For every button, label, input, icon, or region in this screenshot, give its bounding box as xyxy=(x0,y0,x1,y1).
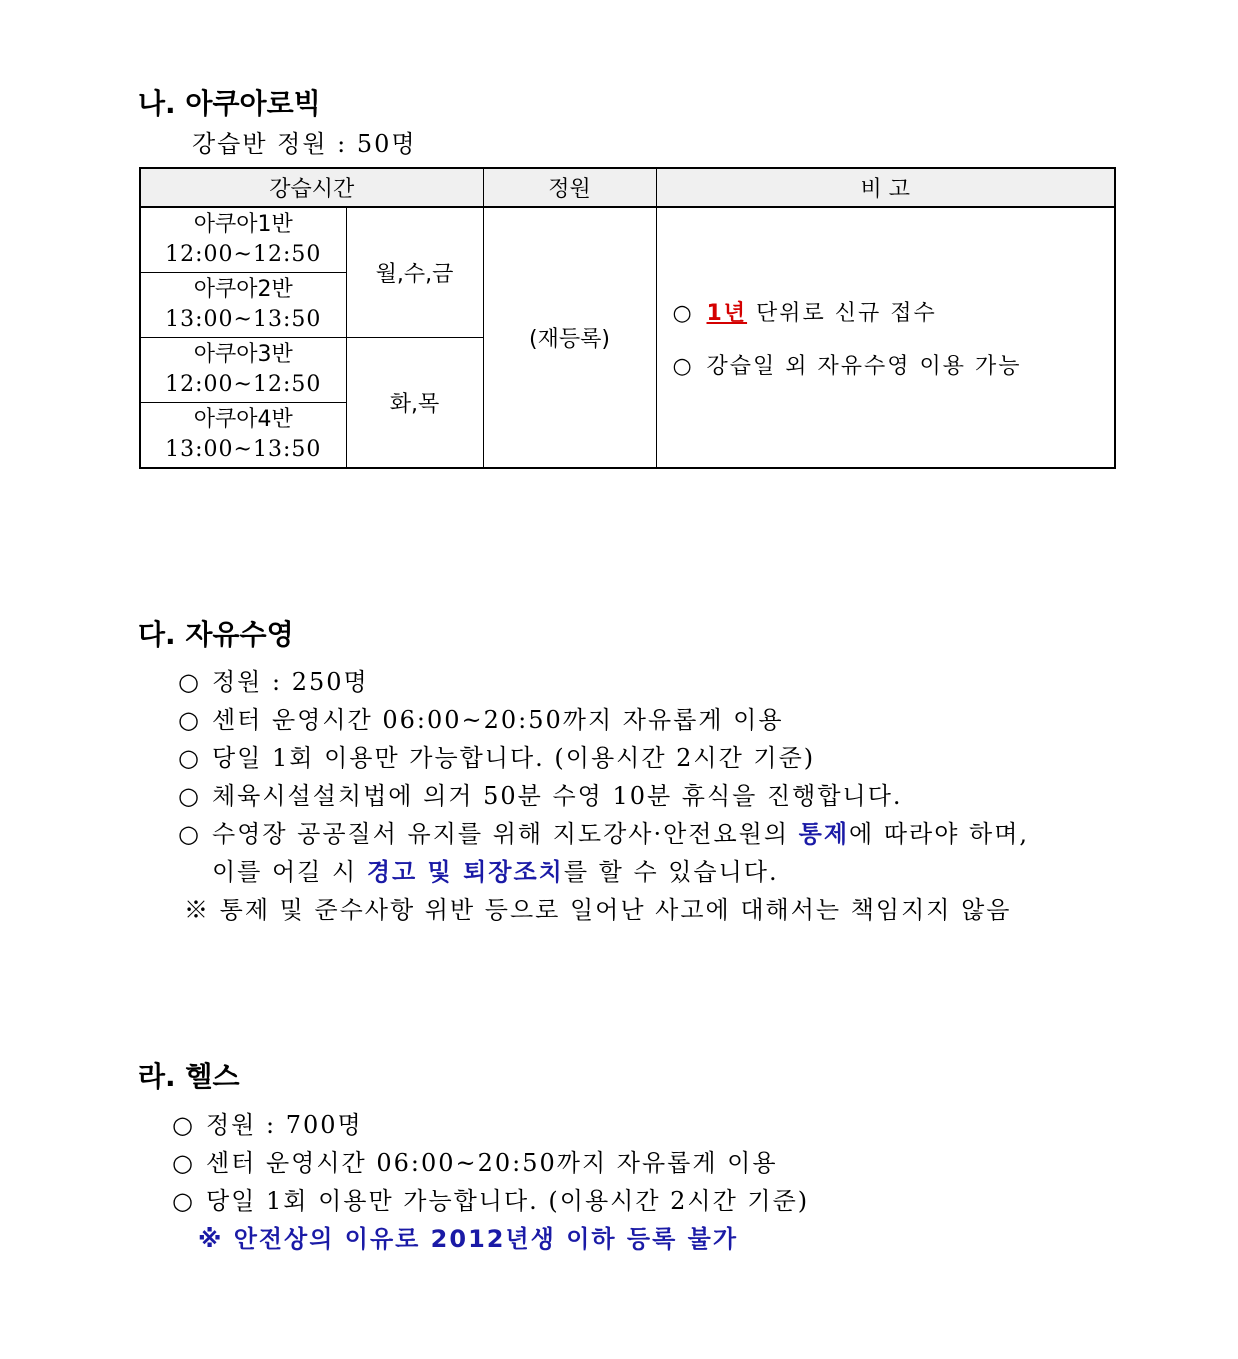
bullet-icon: ○ xyxy=(178,782,201,810)
list-item-text: 정원 : 250명 xyxy=(212,668,369,696)
note-highlight: 1년 xyxy=(706,300,748,326)
list-item-text: 수영장 공공질서 유지를 위해 지도강사·안전요원의 xyxy=(212,820,799,848)
list-item-continuation xyxy=(212,852,779,887)
list-item-text: 체육시설설치법에 의거 50분 수영 10분 휴식을 진행합니다. xyxy=(212,782,903,810)
class-time: 13:00~13:50 xyxy=(165,437,322,462)
bullet-icon: ○ xyxy=(672,353,694,379)
class-time: 13:00~13:50 xyxy=(165,307,322,332)
note-text: 단위로 신규 접수 xyxy=(747,300,937,326)
bullet-icon: ○ xyxy=(178,668,201,696)
section-heading-free-swim: 다. 자유수영 xyxy=(138,618,294,651)
header-note: 비 고 xyxy=(656,168,1115,207)
emphasis-text: 경고 및 퇴장조치 xyxy=(366,858,564,886)
table-row xyxy=(140,207,1115,273)
list-item xyxy=(172,1105,363,1140)
list-item-text: 당일 1회 이용만 가능합니다. (이용시간 2시간 기준) xyxy=(206,1187,810,1215)
bullet-icon: ○ xyxy=(172,1149,195,1177)
bullet-icon: ○ xyxy=(178,744,201,772)
class-cell xyxy=(140,403,346,469)
bullet-icon: ○ xyxy=(172,1111,195,1139)
class-name: 아쿠아2반 xyxy=(193,277,293,302)
list-item-text: 이를 어길 시 xyxy=(212,858,367,886)
list-item xyxy=(178,738,815,773)
list-item xyxy=(178,662,369,697)
list-item xyxy=(172,1143,778,1178)
aqua-schedule-table xyxy=(139,167,1116,469)
list-item-text: 당일 1회 이용만 가능합니다. (이용시간 2시간 기준) xyxy=(212,744,816,772)
table-header-row xyxy=(140,168,1115,207)
section-heading-health: 라. 헬스 xyxy=(138,1060,240,1093)
note-line-2 xyxy=(673,349,1115,380)
bullet-icon: ○ xyxy=(672,300,694,326)
class-cell xyxy=(140,273,346,338)
days-cell: 월,수,금 xyxy=(346,207,483,338)
class-cell xyxy=(140,338,346,403)
class-time: 12:00~12:50 xyxy=(165,372,322,397)
disclaimer-note: ※ 통제 및 준수사항 위반 등으로 일어난 사고에 대해서는 책임지지 않음 xyxy=(184,896,1012,924)
list-item xyxy=(178,700,784,735)
days-cell: 화,목 xyxy=(346,338,483,469)
list-item-text: 정원 : 700명 xyxy=(206,1111,363,1139)
note-cell xyxy=(656,207,1115,468)
capacity-cell: (재등록) xyxy=(483,207,656,468)
note-line-1 xyxy=(673,296,1115,327)
bullet-icon: ○ xyxy=(172,1187,195,1215)
list-item-text: 를 할 수 있습니다. xyxy=(563,858,779,886)
emphasis-text: 통제 xyxy=(798,820,850,848)
age-restriction-note: ※ 안전상의 이유로 2012년생 이하 등록 불가 xyxy=(198,1225,739,1253)
class-name: 아쿠아3반 xyxy=(193,342,293,367)
note-text: 강습일 외 자유수영 이용 가능 xyxy=(706,353,1022,379)
class-name: 아쿠아1반 xyxy=(193,212,293,237)
class-name: 아쿠아4반 xyxy=(193,407,293,432)
class-cell xyxy=(140,207,346,273)
bullet-icon: ○ xyxy=(178,706,201,734)
list-item-text: 센터 운영시간 06:00~20:50까지 자유롭게 이용 xyxy=(212,706,784,734)
list-item xyxy=(172,1181,809,1216)
list-item xyxy=(178,776,903,811)
list-item-text: 에 따라야 하며, xyxy=(849,820,1030,848)
list-item-text: 센터 운영시간 06:00~20:50까지 자유롭게 이용 xyxy=(206,1149,778,1177)
class-time: 12:00~12:50 xyxy=(165,242,322,267)
header-time: 강습시간 xyxy=(140,168,483,207)
aqua-capacity-line: 강습반 정원 : 50명 xyxy=(192,130,417,158)
section-heading-aqua: 나. 아쿠아로빅 xyxy=(138,87,321,120)
list-item xyxy=(178,814,1029,849)
bullet-icon: ○ xyxy=(178,820,201,848)
header-capacity: 정원 xyxy=(483,168,656,207)
